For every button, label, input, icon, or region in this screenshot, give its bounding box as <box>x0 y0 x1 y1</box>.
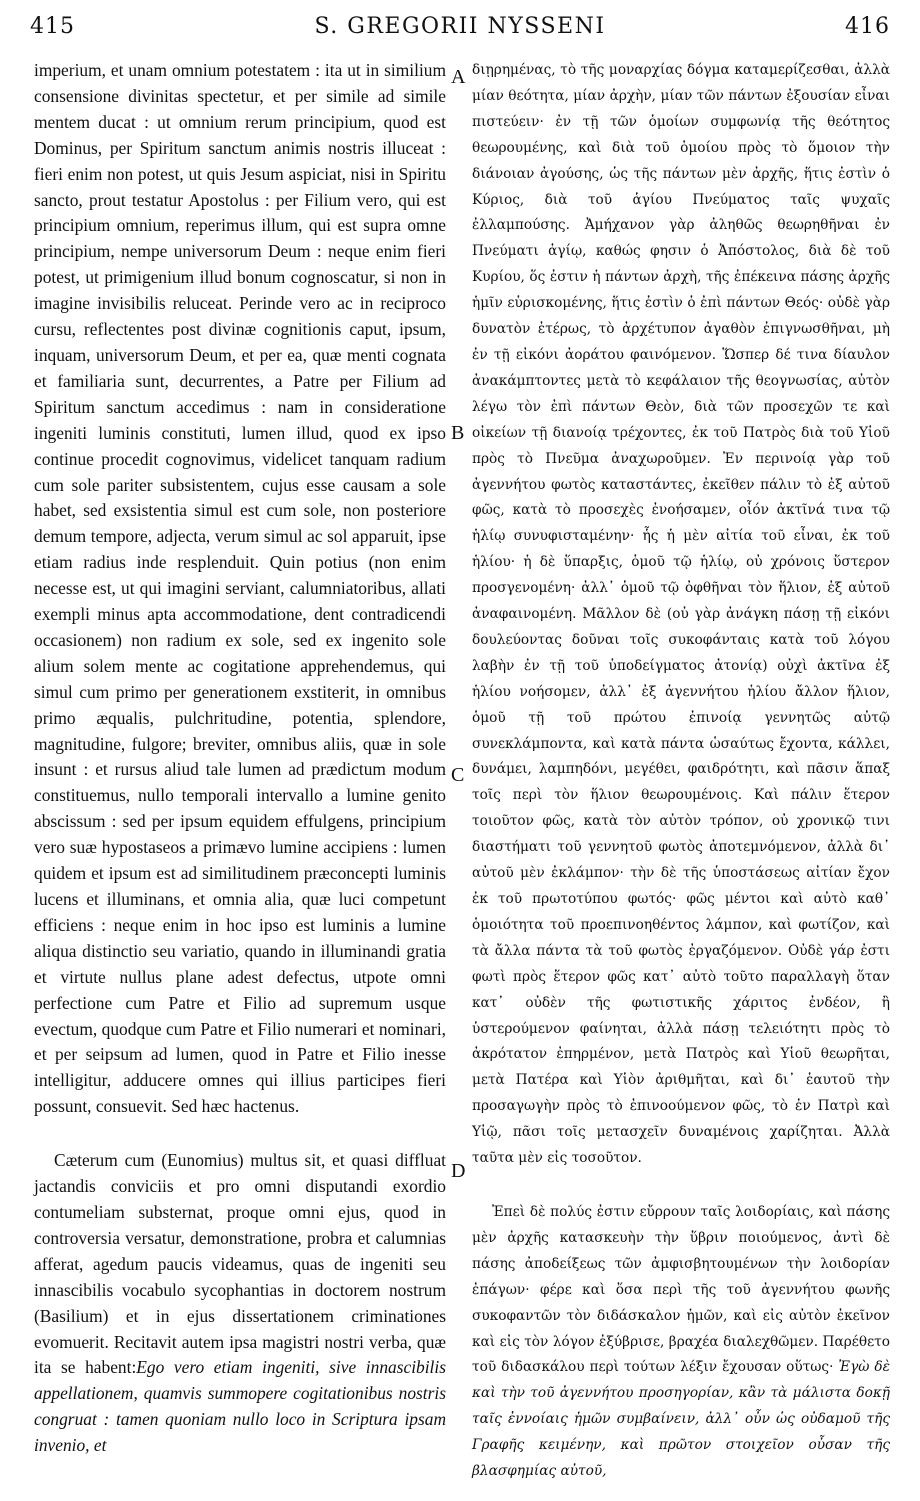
section-marker-b: B <box>451 422 465 444</box>
section-marker-c: C <box>451 764 465 786</box>
paragraph-gap <box>34 1120 446 1148</box>
latin-paragraph-2-italic: Ego vero etiam ingeniti, sive innascibilis appellationem, quamvis summopere cogitationibus nostris congruat : tamen quoniam nullo loco in Scriptura ipsam invenio, et <box>34 1357 446 1456</box>
section-marker-d: D <box>451 1160 466 1182</box>
running-title: S. GREGORII NYSSENI <box>314 14 606 39</box>
paragraph-gap <box>472 1172 890 1200</box>
latin-column <box>34 58 446 1459</box>
greek-paragraph-1: διῃρημένας, τὸ τῆς μοναρχίας δόγμα καταμερίζεσθαι, ἀλλὰ μίαν θεότητα, μίαν ἀρχὴν, μίαν τῶν πάντων ἐξουσίαν εἶναι πιστεύειν· ἐν τῇ τῶν ὁμοίων συμφωνίᾳ τῆς θεότητος θεωρουμένης, καὶ διὰ τοῦ ὁμοίου πρὸς τὸ ὅμοιον τὴν διάνοιαν ἀγούσης, ὡς τῆς πάντων μὲν ἀρχῆς, ἥτις ἐστὶν ὁ Κύριος, διὰ τοῦ ἁγίου Πνεύματος ταῖς ψυχαῖς ἐλλαμπούσης. Ἀμήχανον γὰρ ἀληθῶς θεωρηθῆναι ἐν Πνεύματι ἁγίῳ, καθώς φησιν ὁ Ἀπόστολος, διὰ δὲ τοῦ Κυρίου, ὅς ἐστιν ἡ πάντων ἀρχὴ, τῆς ἐπέκεινα πάσης ἀρχῆς ἡμῖν εὑρισκομένης, ἥτις ἐστὶν ὁ ἐπὶ πάντων Θεός· οὐδὲ γὰρ δυνατὸν ἑτέρως, τὸ ἀρχέτυπον ἀγαθὸν ἐπιγνωσθῆναι, μὴ ἐν τῇ εἰκόνι ἀοράτου φαινόμενον. Ὥσπερ δέ τινα δίαυλον ἀνακάμπτοντες μετὰ τὸ κεφάλαιον τῆς θεογνωσίας, αὐτὸν λέγω τὸν ἐπὶ πάντων Θεὸν, διὰ τῶν προσεχῶν τε καὶ οἰκείων τῇ διανοίᾳ τρέχοντες, ἐκ τοῦ Πατρὸς διὰ τοῦ Υἱοῦ πρὸς τὸ Πνεῦμα ἀναχωροῦμεν. Ἐν περινοίᾳ γὰρ τοῦ ἀγεννήτου φωτὸς καταστάντες, ἐκεῖθεν πάλιν τὸ ἐξ αὐτοῦ φῶς, κατὰ τὸ προσεχὲς ἐνοήσαμεν, οἷόν ἀκτῖνά τινα τῷ ἡλίῳ συνυφισταμένην· ἧς ἡ μὲν αἰτία τοῦ εἶναι, ἐκ τοῦ ἡλίου· ἡ δὲ ὕπαρξις, ὁμοῦ τῷ ἡλίῳ, οὐ χρόνοις ὕστερον προσγενομένη· ἀλλ᾽ ὁμοῦ τῷ ὀφθῆναι τὸν ἥλιον, ἐξ αὐτοῦ ἀναφαινομένη. Μᾶλλον δὲ (οὐ γὰρ ἀνάγκη πάσῃ τῇ εἰκόνι δουλεύοντας δοῦναι τοῖς συκοφάνταις κατὰ τοῦ λόγου λαβὴν ἐν τῇ τοῦ ὑποδείγματος ἀτονίᾳ) οὐχὶ ἀκτῖνα ἐξ ἡλίου νοήσομεν, ἀλλ᾽ ἐξ ἀγεννήτου ἡλίου ἄλλον ἥλιον, ὁμοῦ τῇ τοῦ πρώτου ἐπινοίᾳ γεννητῶς αὐτῷ συνεκλάμποντα, καὶ κατὰ πάντα ὡσαύτως ἔχοντα, κάλλει, δυνάμει, λαμπηδόνι, μεγέθει, φαιδρότητι, καὶ πᾶσιν ἅπαξ τοῖς περὶ τὸν ἥλιον θεωρουμένοις. Καὶ πάλιν ἕτερον τοιοῦτον φῶς, κατὰ τὸν αὐτὸν τρόπον, οὐ χρονικῷ τινι διαστήματι τοῦ γεννητοῦ φωτὸς ἀποτεμνόμενον, ἀλλὰ δι᾽ αὐτοῦ μὲν ἐκλάμπον· τὴν δὲ τῆς ὑποστάσεως αἰτίαν ἔχον ἐκ τοῦ πρωτοτύπου φωτός· φῶς μέντοι καὶ αὐτὸ καθ᾽ ὁμοιότητα τοῦ προεπινοηθέντος λάμπον, καὶ φωτίζον, καὶ τὰ ἄλλα πάντα τὰ τοῦ φωτὸς ἐργαζόμενον. Οὐδὲ γάρ ἐστι φωτὶ πρὸς ἕτερον φῶς κατ᾽ αὐτὸ τοῦτο παραλλαγὴ ὅταν κατ᾽ οὐδὲν τῆς φωτιστικῆς χάριτος ἐνδέον, ἢ ὑστερούμενον φαίνηται, ἀλλὰ πάσῃ τελειότητι πρὸς τὸ ἀκρότατον ἐπηρμένον, μετὰ Πατρὸς καὶ Υἱοῦ θεωρῆται, μετὰ Πατέρα καὶ Υἱὸν ἀριθμῆται, καὶ δι᾽ ἑαυτοῦ τὴν προσαγωγὴν πρὸς τὸ ἐπινοούμενον φῶς, τὸ ἐν Πατρὶ καὶ Υἱῷ, πᾶσι τοῖς μετασχεῖν δυναμένοις χαρίζηται. Ἀλλὰ ταῦτα μὲν εἰς τοσοῦτον. <box>472 62 890 1167</box>
greek-paragraph-2-italic: Ἐγὼ δὲ καὶ τὴν τοῦ ἀγεννήτου προσηγορίαν, κἂν τὰ μάλιστα δοκῇ ταῖς ἐννοίαις ἡμῶν συμβαίνειν, ἀλλ᾽ οὖν ὡς οὐδαμοῦ τῆς Γραφῆς κειμένην, καὶ πρῶτον στοιχεῖον οὖσαν τῆς βλασφημίας αὐτοῦ, <box>472 1359 890 1480</box>
section-marker-a: A <box>451 66 466 88</box>
page-number-left: 415 <box>30 14 75 39</box>
greek-paragraph-2-text: Ἐπεὶ δὲ πολύς ἐστιν εὔρρουν ταῖς λοιδορίαις, καὶ πάσης μὲν ἀρχῆς κατασκευὴν τὴν ὕβριν ποιούμενος, ἀντὶ δὲ πάσης ἀποδείξεως τῶν ἀμφισβητουμένων τὴν λοιδορίαν ἐπάγων· φέρε καὶ ὅσα περὶ τῆς τοῦ ἀγεννήτου φωνῆς συκοφαντῶν τὸν διδάσκαλον ἡμῶν, καὶ εἰς αὐτὸν ἐκεῖνον καὶ εἰς τὸν λόγον ἐξύβρισε, βραχέα διαλεχθῶμεν. Παρέθετο τοῦ διδασκάλου περὶ τούτων λέξιν ἔχουσαν οὕτως· <box>472 1203 890 1376</box>
greek-paragraph-2 <box>472 1200 890 1485</box>
page-number-right: 416 <box>845 14 890 39</box>
page-header <box>30 8 890 48</box>
latin-paragraph-1: imperium, et unam omnium potestatem : ita ut in similium consensione divinitas spectetur, et per simile ad simile mentem ducat : ut omnium rerum principium, quod est Dominus, per Spiritum sanctum animis nostris illuceat : fieri enim non potest, ut quis Jesum aspiciat, nisi in Spiritu sancto, prout testatur Apostolus : per Filium vero, qui est principium omnium, reperimus illum, qui est supra omne principium, nempe universorum Deum : neque enim fieri potest, ut primigenium illud bonum cognoscatur, si non in imagine invisibilis reluceat. Perinde vero ac in reciproco cursu, reflectentes post divinæ cognitionis caput, ipsum, inquam, universorum Deum, et per ea, quæ menti cognata et familiaria sunt, decurrentes, a Patre per Filium ad Spiritum sanctum accedimus : nam in consideratione ingeniti luminis constituti, lumen illud, quod ex ipso continue procedit cognovimus, videlicet tanquam radium cum sole pariter subsistentem, cujus esse causam a sole habet, sed exsistentia simul est cum sole, non posteriore demum tempore, adjecta, verum simul ac sol apparuit, ipse etiam radius inde resplenduit. Quin potius (non enim necesse est, ut qui imagini serviant, calumniatoribus, allati exempli minus apta accommodatione, dent contradicendi occasionem) non radium ex sole, sed ex ingenito sole alium solem mente ac cogitatione apprehendemus, qui simul cum primo per generationem exstiterit, in omnibus primo æqualis, pulchritudine, potentia, splendore, magnitudine, fulgore; breviter, omnibus aliis, quæ in sole insunt : et rursus aliud tale lumen ad prædictum modum constituemus, nullo temporali intervallo a lumine genito abscissum : sed per ipsum equidem effulgens, principium vero suæ hypostaseos a primævo lumine accipiens : lumen quidem et ipsum est ad similitudinem præconcepti luminis lucens et illuminans, et omnia alia, quæ luci competunt efficiens : neque enim in hoc ipso est luminis a lumine aliqua distinctio seu variatio, quando in illuminandi gratia et virtute nullus plane adest defectus, utpote omni perfectione cum Patre et Filio ad supremum usque evectum, quodque cum Patre et Filio numerari et nominari, et per seipsum ad lumen, quod in Patre et Filio inesse intelligitur, adducere omnes qui illius participes fieri possunt, consuevit. Sed hæc hactenus. <box>34 60 446 1117</box>
latin-paragraph-2 <box>34 1148 446 1459</box>
greek-column <box>472 58 890 1485</box>
latin-paragraph-2-text: Cæterum cum (Eunomius) multus sit, et quasi diffluat jactandis conviciis et pro omni disputandi exordio contumeliam substernat, proque omni ejus, quod in controversia versatur, demonstratione, probra et calumnias afferat, agedum paucis videamus, quas de ingeniti seu innascibilis vocabulo sycophantias in doctorem nostrum (Basilium) et in ejus dissertationem criminationes evomuerit. Recitavit autem ipsa magistri nostri verba, quæ ita se habent: <box>34 1150 446 1378</box>
